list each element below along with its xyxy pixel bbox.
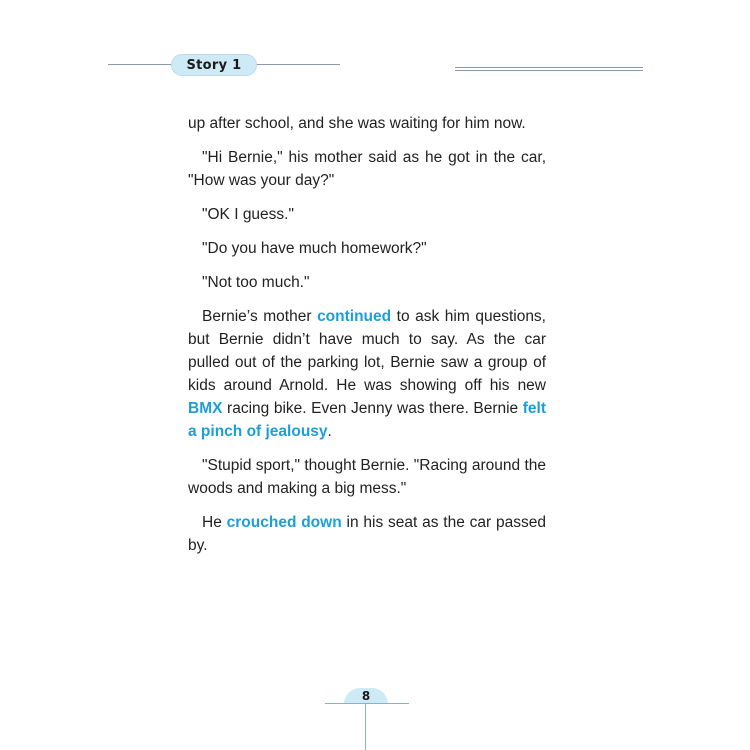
paragraph-8-text-a: He xyxy=(202,514,227,531)
paragraph-6-text-d: . xyxy=(327,423,332,440)
paragraph-6-text-c: racing bike. Even Jenny was there. Bernie xyxy=(222,400,523,417)
paragraph-1: up after school, and she was waiting for him now. xyxy=(188,115,526,132)
header-rule-right-bottom xyxy=(455,70,643,71)
story-body xyxy=(188,112,546,568)
page-number-rule xyxy=(325,703,409,704)
paragraph-2: "Hi Bernie," his mother said as he got in the car, "How was your day?" xyxy=(188,149,546,189)
page-number-tab: 8 xyxy=(344,688,388,704)
page-number-stem xyxy=(365,703,366,750)
paragraph-6-text-a: Bernie’s mother xyxy=(202,308,318,325)
vocab-continued: continued xyxy=(317,308,392,325)
paragraph-8-text-b: in his seat as the car passed by. xyxy=(188,514,546,554)
story-label-tab: Story 1 xyxy=(172,55,256,75)
paragraph-4: "Do you have much homework?" xyxy=(202,240,427,257)
paragraph-8 xyxy=(188,511,546,557)
paragraph-7: "Stupid sport," thought Bernie. "Racing around the woods and making a big mess." xyxy=(188,457,546,497)
vocab-bmx: BMX xyxy=(188,400,223,417)
paragraph-5: "Not too much." xyxy=(202,274,310,291)
vocab-felt-a-pinch-of-jealousy: felt a pinch of jealousy xyxy=(188,400,546,440)
paragraph-6-text-b: to ask him questions, but Bernie didn’t have much to say. As the car pulled out of the parking lot, Bernie saw a group of kids around Arnold. He was showing off his new xyxy=(188,308,546,394)
paragraph-6 xyxy=(188,305,546,443)
vocab-crouched-down: crouched down xyxy=(226,514,342,531)
header-rule-right-top xyxy=(455,67,643,68)
paragraph-3: "OK I guess." xyxy=(202,206,294,223)
